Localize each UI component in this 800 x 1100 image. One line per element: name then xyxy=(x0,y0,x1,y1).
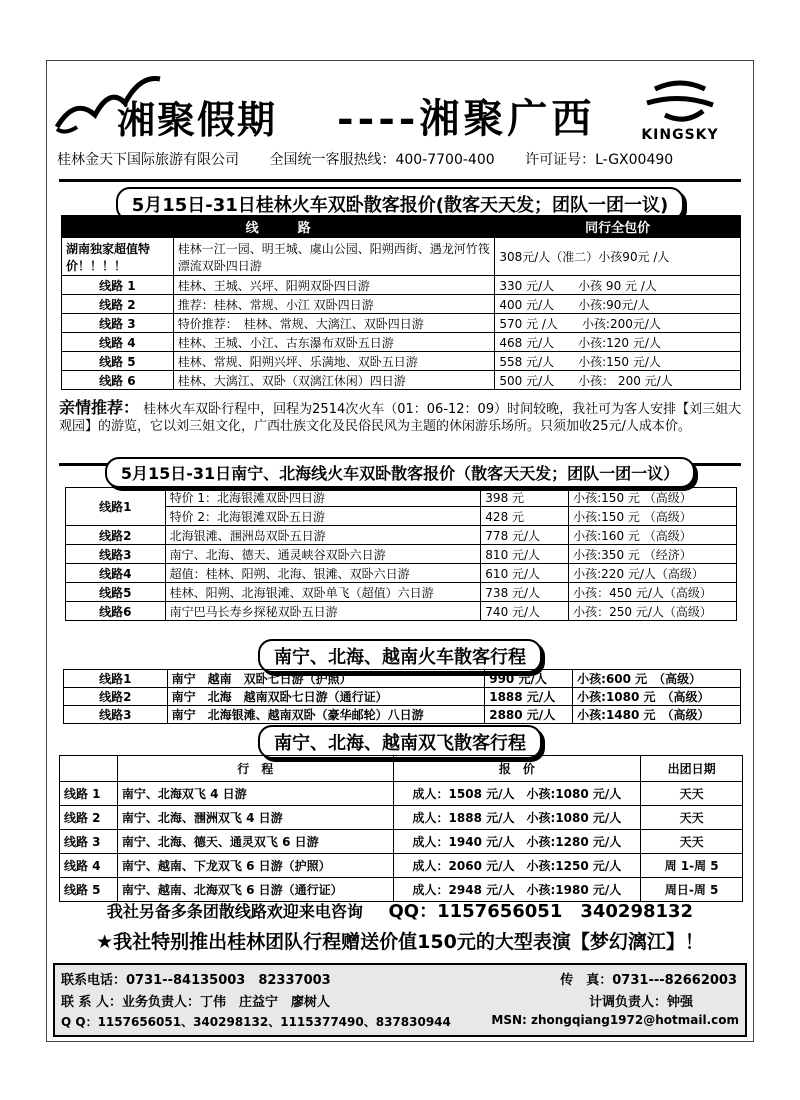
route-price: 1888 元/人 xyxy=(485,688,573,706)
depart-date: 天天 xyxy=(641,782,743,806)
section1-title: 5月15日-31日桂林火车双卧散客报价(散客天天发；团队一团一议) xyxy=(47,187,753,221)
table-row xyxy=(62,295,741,314)
child-price: 小孩:160 元 （高级） xyxy=(569,526,737,545)
route-price: 成人：1888 元/人 小孩:1080 元/人 xyxy=(393,806,641,830)
table-row xyxy=(62,352,741,371)
child-price: 小孩:600 元 （高级） xyxy=(573,670,741,688)
flyer-page xyxy=(46,60,754,1042)
route-name: 线路 3 xyxy=(62,314,174,333)
route-price: 570 元 /人 小孩:200元/人 xyxy=(495,314,741,333)
depart-date: 天天 xyxy=(641,806,743,830)
child-price: 小孩:350 元 （经济） xyxy=(569,545,737,564)
child-price: 小孩:1080 元 （高级） xyxy=(573,688,741,706)
recommend-label: 亲情推荐： xyxy=(59,398,140,417)
route-price: 738 元/人 xyxy=(481,583,569,602)
route-name: 线路 1 xyxy=(60,782,118,806)
kingsky-swoosh-icon xyxy=(625,75,735,127)
route-name: 线路6 xyxy=(66,602,166,621)
route-name: 线路3 xyxy=(64,706,168,724)
promo-line-2: ★我社特别推出桂林团队行程赠送价值150元的大型表演【梦幻漓江】！ xyxy=(96,931,704,953)
col-route-header: 线 路 xyxy=(62,216,495,238)
table-row xyxy=(64,670,741,688)
table-row xyxy=(62,314,741,333)
route-price: 610 元/人 xyxy=(481,564,569,583)
route-price: 428 元 xyxy=(481,507,569,526)
company-name: 桂林金天下国际旅游有限公司 xyxy=(57,152,239,168)
table-row xyxy=(66,526,737,545)
table-row xyxy=(62,238,741,276)
col-route-header: 行 程 xyxy=(117,756,393,782)
license-number: 许可证号：L-GX00490 xyxy=(525,152,674,168)
route-desc: 特价 1：北海银滩双卧四日游 xyxy=(165,488,481,507)
route-name: 线路1 xyxy=(66,488,166,526)
route-price: 330 元/人 小孩 90 元 /人 xyxy=(495,276,741,295)
recommend-text: 桂林火车双卧行程中，回程为2514次火车（01：06-12：09）时间较晚，我社可为客人安排【刘三姐大观园】的游览，它以刘三姐文化，广西壮族文化及民俗民风为主题的休闲游乐场所。只须加收25元/人成本价。 xyxy=(59,402,742,434)
footer-fax: 传 真：0731---82662003 xyxy=(560,973,737,988)
route-desc: 南宁、北海、德天、通灵峡谷双卧六日游 xyxy=(165,545,481,564)
route-price: 778 元/人 xyxy=(481,526,569,545)
header xyxy=(47,61,753,168)
footer-phone: 联系电话：0731--84135003 82337003 xyxy=(61,973,331,988)
route-name: 线路 6 xyxy=(62,371,174,390)
brand-subtitle: ----湘聚广西 xyxy=(337,95,596,142)
table-row xyxy=(60,854,743,878)
route-price: 308元/人（准二）小孩90元 /人 xyxy=(495,238,741,276)
route-desc: 桂林、王城、兴坪、阳朔双卧四日游 xyxy=(173,276,495,295)
route-price: 398 元 xyxy=(481,488,569,507)
section3-title: 南宁、北海、越南火车散客行程 xyxy=(47,639,753,673)
route-desc: 超值：桂林、阳朔、北海、银滩、双卧六日游 xyxy=(165,564,481,583)
route-desc: 南宁、越南、北海双飞 6 日游（通行证） xyxy=(117,878,393,902)
child-price: 小孩：250 元/人（高级） xyxy=(569,602,737,621)
table-row xyxy=(60,782,743,806)
route-desc: 北海银滩、涠洲岛双卧五日游 xyxy=(165,526,481,545)
route-desc: 桂林、常规、阳朔兴坪、乐满地、双卧五日游 xyxy=(173,352,495,371)
route-desc: 南宁、北海、德天、通灵双飞 6 日游 xyxy=(117,830,393,854)
route-price: 400 元/人 小孩:90元/人 xyxy=(495,295,741,314)
route-desc: 南宁 越南 双卧七日游（护照） xyxy=(167,670,485,688)
route-name: 湖南独家超值特 价！！！！ xyxy=(62,238,174,276)
route-desc: 特价推荐： 桂林、常规、大漓江、双卧四日游 xyxy=(173,314,495,333)
route-desc: 桂林、阳朔、北海银滩、双卧单飞（超值）六日游 xyxy=(165,583,481,602)
double-flight-table xyxy=(59,755,743,902)
route-name: 线路3 xyxy=(66,545,166,564)
table-row xyxy=(66,564,737,583)
route-price: 2880 元/人 xyxy=(485,706,573,724)
recommend-note xyxy=(59,399,749,435)
table-row xyxy=(66,602,737,621)
route-desc: 南宁、北海、涠洲双飞 4 日游 xyxy=(117,806,393,830)
route-price: 成人：2948 元/人 小孩:1980 元/人 xyxy=(393,878,641,902)
route-name: 线路5 xyxy=(66,583,166,602)
route-desc: 桂林、王城、小江、古东瀑布双卧五日游 xyxy=(173,333,495,352)
kingsky-text: KINGSKY xyxy=(641,127,719,143)
promo-consult: 我社另备多条团散线路欢迎来电咨询 xyxy=(106,902,363,921)
route-desc: 桂林一江一园、明王城、虞山公园、阳朔西街、遇龙河竹筏漂流双卧四日游 xyxy=(173,238,495,276)
route-name: 线路 3 xyxy=(60,830,118,854)
route-price: 558 元/人 小孩:150 元/人 xyxy=(495,352,741,371)
footer-contact: 联 系 人：业务负责人：丁伟 庄益宁 廖树人 xyxy=(61,995,331,1010)
child-price: 小孩:150 元 （高级） xyxy=(569,488,737,507)
table-row xyxy=(62,333,741,352)
depart-date: 天天 xyxy=(641,830,743,854)
route-name: 线路 2 xyxy=(62,295,174,314)
footer-planner: 计调负责人：钟强 xyxy=(588,995,693,1010)
route-name: 线路 5 xyxy=(60,878,118,902)
route-price: 468 元/人 小孩:120 元/人 xyxy=(495,333,741,352)
route-price: 810 元/人 xyxy=(481,545,569,564)
table-row xyxy=(66,507,737,526)
table-header xyxy=(62,216,741,238)
table-row xyxy=(66,545,737,564)
promo-line-1 xyxy=(47,897,753,923)
route-name: 线路 1 xyxy=(62,276,174,295)
col-price-header: 报 价 xyxy=(393,756,641,782)
table-row xyxy=(62,371,741,390)
child-price: 小孩：450 元/人（高级） xyxy=(569,583,737,602)
section4-title: 南宁、北海、越南双飞散客行程 xyxy=(47,725,753,759)
route-price: 成人：1508 元/人 小孩:1080 元/人 xyxy=(393,782,641,806)
divider xyxy=(59,179,741,182)
child-price: 小孩:220 元/人（高级） xyxy=(569,564,737,583)
col-price-header: 同行全包价 xyxy=(495,216,741,238)
table-row xyxy=(64,706,741,724)
company-line xyxy=(57,149,747,169)
route-price: 成人：2060 元/人 小孩:1250 元/人 xyxy=(393,854,641,878)
table-row xyxy=(66,583,737,602)
kingsky-logo xyxy=(625,75,735,145)
route-name: 线路 4 xyxy=(62,333,174,352)
route-name: 线路 4 xyxy=(60,854,118,878)
route-desc: 南宁 北海银滩、越南双卧（豪华邮轮）八日游 xyxy=(167,706,485,724)
depart-date: 周日-周 5 xyxy=(641,878,743,902)
route-price: 990 元/人 xyxy=(485,670,573,688)
table-row xyxy=(66,488,737,507)
contact-footer xyxy=(53,963,747,1037)
nanning-train-table xyxy=(65,487,737,621)
route-name: 线路1 xyxy=(64,670,168,688)
route-price: 500 元/人 小孩： 200 元/人 xyxy=(495,371,741,390)
child-price: 小孩:1480 元 （高级） xyxy=(573,706,741,724)
col-date-header: 出团日期 xyxy=(641,756,743,782)
hotline: 全国统一客服热线：400-7700-400 xyxy=(269,152,495,168)
route-desc: 推荐：桂林、常规、小江 双卧四日游 xyxy=(173,295,495,314)
table-row xyxy=(60,806,743,830)
route-desc: 南宁 北海 越南双卧七日游（通行证） xyxy=(167,688,485,706)
table-row xyxy=(60,830,743,854)
guilin-train-table xyxy=(61,215,741,390)
footer-qq: Q Q：1157656051、340298132、1115377490、837830944 xyxy=(61,1015,451,1029)
table-header xyxy=(60,756,743,782)
route-desc: 桂林、大漓江、双卧（双漓江休闲）四日游 xyxy=(173,371,495,390)
route-desc: 南宁、北海双飞 4 日游 xyxy=(117,782,393,806)
route-desc: 南宁、越南、下龙双飞 6 日游（护照） xyxy=(117,854,393,878)
vietnam-train-table xyxy=(63,669,741,724)
route-desc: 特价 2：北海银滩双卧五日游 xyxy=(165,507,481,526)
depart-date: 周 1-周 5 xyxy=(641,854,743,878)
route-name: 线路 5 xyxy=(62,352,174,371)
route-price: 740 元/人 xyxy=(481,602,569,621)
route-name: 线路2 xyxy=(66,526,166,545)
route-desc: 南宁巴马长寿乡探秘双卧五日游 xyxy=(165,602,481,621)
route-name: 线路4 xyxy=(66,564,166,583)
footer-msn: MSN: zhongqiang1972@hotmail.com xyxy=(491,1013,739,1027)
brand-name: 湘聚假期 xyxy=(117,97,278,142)
promo-qq: QQ：1157656051 340298132 xyxy=(388,901,694,922)
section2-title: 5月15日-31日南宁、北海线火车双卧散客报价（散客天天发；团队一团一议） xyxy=(47,457,753,488)
child-price: 小孩:150 元 （高级） xyxy=(569,507,737,526)
table-row xyxy=(64,688,741,706)
table-row xyxy=(62,276,741,295)
route-price: 成人：1940 元/人 小孩:1280 元/人 xyxy=(393,830,641,854)
route-name: 线路 2 xyxy=(60,806,118,830)
route-name: 线路2 xyxy=(64,688,168,706)
col-blank xyxy=(60,756,118,782)
